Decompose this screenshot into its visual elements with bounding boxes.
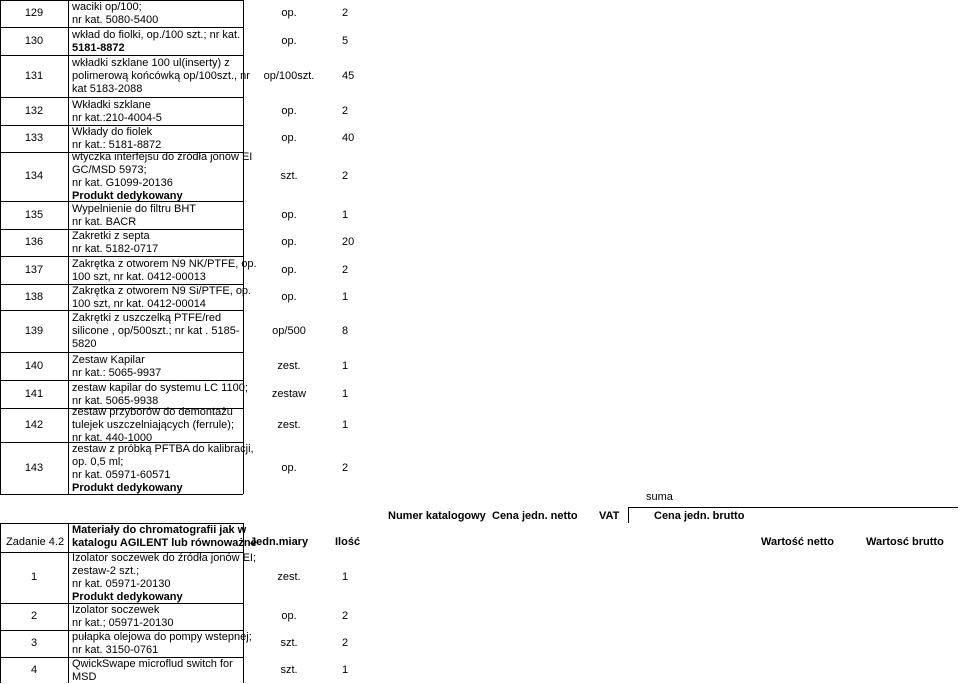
unit-cell: op. — [281, 290, 297, 303]
column-border — [68, 523, 69, 683]
item-description-line: Wypelnienie do filtru BHT — [72, 202, 197, 215]
unit-cell: op. — [281, 610, 297, 622]
item-description-line: nr kat. 05971-60571 — [72, 468, 171, 481]
unit-cell: op/500 — [272, 324, 306, 337]
quantity-cell: 45 — [342, 69, 355, 82]
row-number: 142 — [24, 418, 44, 431]
header-gross-total: Wartosć brutto — [866, 536, 944, 548]
item-description-line: GC/MSD 5973; — [72, 164, 147, 176]
quantity-cell: 1 — [342, 208, 349, 221]
item-description-line: Izolator soczewek — [72, 604, 160, 616]
item-description-line: 5181-8872 — [72, 41, 125, 54]
unit-cell: op. — [281, 208, 297, 221]
item-description-line: zestaw przyborów do demontażu — [72, 406, 233, 418]
unit-cell: op. — [281, 236, 297, 248]
row-border — [68, 523, 243, 524]
unit-cell: zest. — [277, 359, 301, 372]
zadanie-label: Zadanie 4.2 — [6, 536, 65, 548]
unit-cell: op. — [281, 461, 297, 474]
unit-cell: zest. — [277, 418, 301, 431]
row-border — [0, 630, 68, 631]
item-description-line: 5820 — [72, 338, 97, 350]
row-number: 138 — [24, 290, 44, 303]
quantity-cell: 2 — [342, 461, 349, 474]
item-description-line: Zakrętki z uszczelką PTFE/red — [72, 312, 222, 324]
item-description-line: Izolator soczewek do źródła jonów EI; — [72, 552, 257, 564]
quantity-cell: 1 — [342, 663, 349, 676]
item-description-line: Zestaw Kapilar — [72, 353, 145, 366]
item-description-line: tulejek uszczelniających (ferrule); — [72, 419, 235, 431]
row-number: 140 — [24, 359, 44, 372]
item-description-line: polimerową końcówką op/100szt., nr — [72, 70, 250, 82]
quantity-cell: 2 — [342, 7, 349, 19]
quantity-cell: 20 — [342, 236, 355, 248]
row-border — [0, 494, 243, 495]
item-description-line: MSD — [72, 670, 97, 683]
column-border — [243, 0, 244, 494]
header-quantity: Ilość — [335, 536, 361, 548]
row-number: 4 — [30, 663, 38, 676]
row-number: 129 — [24, 7, 44, 19]
header-vat: VAT — [599, 510, 620, 522]
item-description-line: 100 szt, nr kat. 0412-00013 — [72, 270, 206, 283]
column-border — [0, 0, 1, 494]
item-description-line: zestaw kapilar do systemu LC 1100; — [72, 381, 248, 394]
unit-cell: op. — [281, 104, 297, 117]
unit-cell: op. — [281, 7, 297, 19]
row-border — [0, 603, 68, 604]
row-number: 2 — [30, 610, 38, 622]
row-number: 132 — [24, 104, 44, 117]
column-border — [243, 523, 244, 683]
item-description-line: wkładki szklane 100 ul(inserty) z — [72, 57, 230, 69]
item-description-line: nr kat. 5182-0717 — [72, 243, 159, 255]
item-description-line: wkład do fiolki, op./100 szt.; nr kat. — [72, 28, 241, 41]
unit-cell: szt. — [280, 663, 298, 676]
quantity-cell: 1 — [342, 418, 349, 431]
item-description-line: wtyczka interfejsu do źródła jonów EI — [72, 151, 253, 163]
unit-cell: op. — [281, 34, 297, 47]
header-unit-net-price: Cena jedn. netto — [492, 510, 578, 522]
item-description-line: Produkt dedykowany — [72, 190, 183, 202]
header-unit-gross-price: Cena jedn. brutto — [654, 510, 745, 522]
row-number: 133 — [24, 132, 44, 144]
row-number: 139 — [24, 324, 44, 337]
item-description-line: Wkładki szklane — [72, 98, 151, 111]
row-border — [0, 310, 243, 311]
item-description-line: nr kat. 440-1000 — [72, 432, 153, 444]
item-description-line: Produkt dedykowany — [72, 481, 183, 494]
quantity-cell: 2 — [342, 637, 349, 649]
header-description-line: katalogu AGILENT lub równoważne — [72, 537, 257, 549]
item-description-line: 100 szt, nr kat. 0412-00014 — [72, 297, 206, 310]
item-description-line: QwickSwape microflud switch for — [72, 657, 233, 670]
quantity-cell: 5 — [342, 34, 349, 47]
header-net-total: Wartość netto — [761, 536, 834, 548]
quantity-cell: 2 — [342, 263, 349, 276]
row-number: 131 — [24, 69, 44, 82]
unit-cell: op. — [281, 263, 297, 276]
quantity-cell: 1 — [342, 359, 349, 372]
column-border — [68, 0, 69, 494]
row-border — [0, 552, 68, 553]
item-description-line: nr kat.; 05971-20130 — [72, 617, 174, 629]
unit-cell: szt. — [280, 170, 298, 182]
row-number: 137 — [24, 263, 44, 276]
item-description-line: zestaw-2 szt.; — [72, 565, 140, 577]
row-border — [0, 523, 68, 524]
quantity-cell: 8 — [342, 324, 349, 337]
header-description-line: Materiały do chromatografii jak w — [72, 524, 247, 536]
item-description-line: nr kat. 5080-5400 — [72, 14, 159, 26]
header-catalog-number: Numer katalogowy — [388, 510, 486, 522]
row-number: 135 — [24, 208, 44, 221]
item-description-line: silicone , op/500szt.; nr kat . 5185- — [72, 325, 240, 337]
quantity-cell: 40 — [342, 132, 355, 144]
item-description-line: nr kat.:210-4004-5 — [72, 111, 162, 124]
row-number: 3 — [30, 637, 38, 649]
quantity-cell: 2 — [342, 610, 349, 622]
row-number: 136 — [24, 236, 44, 248]
row-border — [0, 55, 243, 56]
quantity-cell: 1 — [342, 290, 349, 303]
unit-cell: op/100szt. — [263, 69, 315, 82]
quantity-cell: 2 — [342, 170, 349, 182]
row-border — [628, 507, 958, 508]
item-description-line: nr kat. 5065-9938 — [72, 394, 159, 407]
row-number: 141 — [24, 387, 44, 400]
quantity-cell: 2 — [342, 104, 349, 117]
unit-cell: zest. — [277, 571, 301, 583]
unit-cell: zestaw — [271, 387, 307, 400]
row-border — [0, 657, 68, 658]
header-unit: Jedn.miary — [250, 536, 309, 548]
item-description-line: pułapka olejowa do pompy wstepnej; — [72, 631, 252, 643]
item-description-line: nr kat. 05971-20130 — [72, 578, 171, 590]
row-number: 134 — [24, 170, 44, 182]
column-border — [628, 507, 629, 523]
quantity-cell: 1 — [342, 571, 349, 583]
unit-cell: szt. — [280, 637, 298, 649]
item-description-line: Zakrętka z otworem N9 Si/PTFE, op. — [72, 284, 252, 297]
row-number: 130 — [24, 34, 44, 47]
unit-cell: op. — [281, 132, 297, 144]
item-description-line: op. 0,5 ml; — [72, 455, 124, 468]
item-description-line: zestaw z próbką PFTBA do kalibracji, — [72, 442, 254, 455]
item-description-line: kat 5183-2088 — [72, 83, 143, 95]
item-description-line: Wkłady do fiolek — [72, 126, 153, 138]
row-number: 143 — [24, 461, 44, 474]
item-description-line: nr kat. 3150-0761 — [72, 644, 159, 656]
item-description-line: nr kat. G1099-20136 — [72, 177, 173, 189]
item-description-line: waciki op/100; — [72, 1, 142, 13]
item-description-line: Zakretki z septa — [72, 230, 150, 242]
item-description-line: nr kat. BACR — [72, 215, 137, 228]
row-number: 1 — [30, 571, 38, 583]
item-description-line: nr kat.: 5181-8872 — [72, 139, 162, 151]
column-border — [0, 523, 1, 683]
item-description-line: Zakrętka z otworem N9 NK/PTFE, op. — [72, 257, 257, 270]
item-description-line: nr kat.: 5065-9937 — [72, 366, 162, 379]
quantity-cell: 1 — [342, 387, 349, 400]
suma-label: suma — [646, 491, 673, 503]
item-description-line: Produkt dedykowany — [72, 591, 183, 603]
